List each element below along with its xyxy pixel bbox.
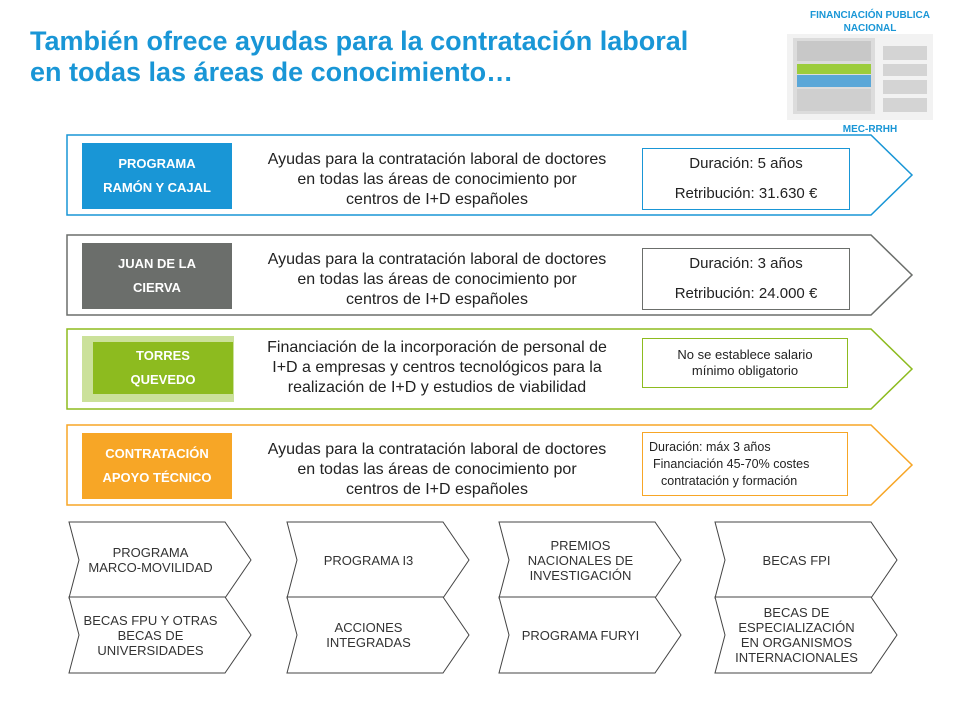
program-chevron [714,596,899,674]
thumbnail-label-top-line1: FINANCIACIÓN PUBLICA [810,10,930,21]
program-chevron-label [72,596,229,674]
program-name-line1: PROGRAMA [118,156,196,171]
program-chevron-label-text: ACCIONES INTEGRADAS [326,620,411,650]
page-title [30,26,770,88]
program-name-box [82,143,232,209]
program-description-line: Ayudas para la contratación laboral de doctores [267,441,607,458]
program-chevron [286,521,471,599]
program-description-line: Ayudas para la contratación laboral de doctores [267,251,607,268]
info-line2: Financiación 45-70% costes [653,457,810,471]
title-line-1: También ofrece ayudas para la contratación laboral [30,26,689,56]
program-name-box [82,243,232,309]
program-name-line1: CONTRATACIÓN [105,446,209,461]
program-name-line1: JUAN DE LA [117,256,196,271]
program-name-line2: APOYO TÉCNICO [102,470,212,485]
info-line3: contratación y formación [661,474,798,488]
program-chevron [286,596,471,674]
program-description-line: I+D a empresas y centros tecnológicos para la [272,359,602,376]
info-line2: mínimo obligatorio [691,363,799,378]
program-description-line: centros de I+D españoles [346,291,528,308]
program-description [234,150,640,210]
program-name-line2: CIERVA [133,280,181,295]
title-line-2: en todas las áreas de conocimiento… [30,57,514,87]
program-info-box [642,432,848,496]
program-row [66,234,916,316]
program-chevron-label [502,521,659,599]
info-line1: Duración: 5 años [689,155,803,172]
program-chevron-label [718,596,875,674]
program-chevron-label [502,596,659,674]
program-chevron-label-text: PROGRAMA MARCO-MOVILIDAD [88,545,213,575]
program-name-line1: TORRES [136,348,190,363]
program-description [234,250,640,310]
program-description-line: Ayudas para la contratación laboral de doctores [267,151,607,168]
program-row [66,134,916,216]
program-row [66,328,916,410]
program-chevron-label-text: BECAS FPI [762,552,831,568]
info-line1: No se establece salario [677,347,813,362]
program-chevron [68,521,253,599]
program-name-line2: RAMÓN Y CAJAL [103,180,211,195]
program-name-box [82,433,232,499]
thumbnail-label-top [795,9,945,35]
program-description-line: en todas las áreas de conocimiento por [297,271,577,288]
program-description [234,440,640,500]
program-description-line: Financiación de la incorporación de personal de [267,339,607,356]
program-chevron-label-text: PREMIOS NACIONALES DE INVESTIGACIÓN [527,537,634,583]
info-line2: Retribución: 31.630 € [674,185,818,202]
program-chevron-label-text: BECAS DE ESPECIALIZACIÓN EN ORGANISMOS INTERNACIONALES [735,605,858,665]
thumbnail-image [787,34,933,120]
program-name-box [93,342,233,394]
program-description-line: en todas las áreas de conocimiento por [297,461,577,478]
info-line2: Retribución: 24.000 € [674,285,818,302]
program-name-line2: QUEVEDO [130,372,196,387]
program-chevron-label-text: BECAS FPU Y OTRAS BECAS DE UNIVERSIDADES [83,612,218,658]
program-description-line: en todas las áreas de conocimiento por [297,171,577,188]
thumbnail-label-bottom: MEC-RRHH [842,124,898,135]
program-chevron [714,521,899,599]
program-chevron [68,596,253,674]
program-chevron-label [718,521,875,599]
program-chevron [498,521,683,599]
program-chevron-label [290,521,447,599]
info-line1: Duración: 3 años [689,255,803,272]
program-chevron-label [290,596,447,674]
program-description-line: realización de I+D y estudios de viabilidad [287,379,587,396]
program-chevron-label-text: PROGRAMA FURYI [521,627,640,643]
program-description [234,338,640,398]
program-info-box [642,338,848,388]
program-description-line: centros de I+D españoles [346,191,528,208]
program-info-box [642,148,850,210]
program-row [66,424,916,506]
thumbnail-label-top-line2: NACIONAL [843,23,897,34]
program-description-line: centros de I+D españoles [346,481,528,498]
program-chevron-label-text: PROGRAMA I3 [323,552,414,568]
program-chevron-label [72,521,229,599]
program-info-box [642,248,850,310]
info-line1: Duración: máx 3 años [649,440,771,454]
program-chevron [498,596,683,674]
